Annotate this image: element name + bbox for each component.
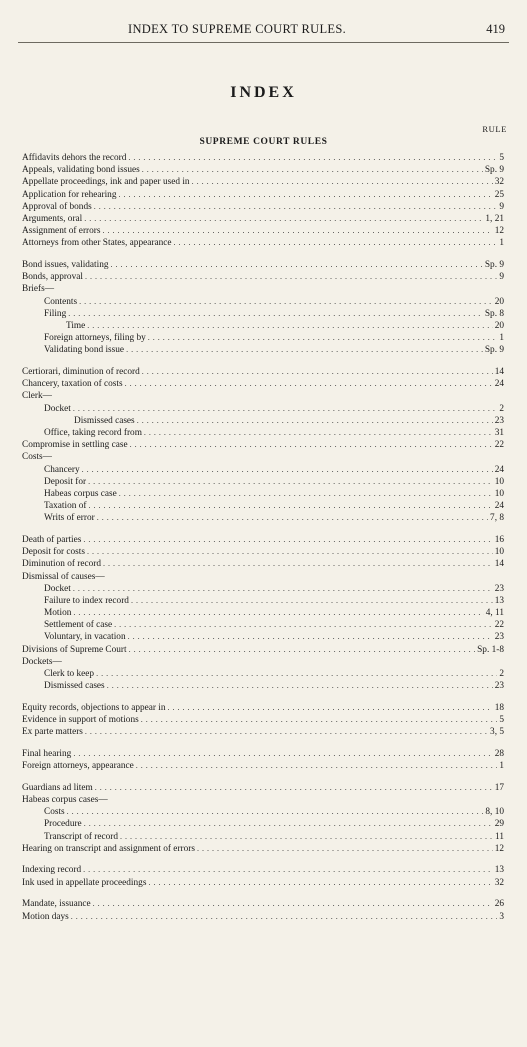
- dot-leader: [168, 702, 493, 714]
- dot-leader: [79, 296, 493, 308]
- index-entry: [22, 714, 504, 726]
- dot-leader: [88, 476, 493, 488]
- entry-term: Bonds, approval: [22, 272, 83, 283]
- dot-leader: [94, 201, 498, 213]
- index-entry: [22, 451, 504, 463]
- entry-term: Foreign attorneys, filing by: [44, 333, 146, 344]
- entry-rule-reference: 31: [494, 427, 504, 438]
- entry-rule-reference: 28: [494, 748, 504, 759]
- index-entries: [22, 152, 504, 923]
- entry-term: Motion: [44, 608, 72, 619]
- entry-rule-reference: 32: [494, 877, 504, 888]
- entry-rule-reference: 24: [494, 379, 504, 390]
- index-subentry: [22, 332, 504, 344]
- running-head: [0, 22, 527, 40]
- entry-term: Final hearing: [22, 748, 72, 759]
- index-entry: [22, 864, 504, 876]
- entry-term: Assignment of errors: [22, 226, 101, 237]
- index-entry: [22, 189, 504, 201]
- entry-rule-reference: 23: [494, 632, 504, 643]
- index-subentry: [22, 680, 504, 692]
- index-entry: [22, 378, 504, 390]
- index-subentry: [22, 607, 504, 619]
- entry-rule-reference: 14: [494, 559, 504, 570]
- entry-rule-reference: 3: [499, 911, 504, 922]
- entry-term: Diminution of record: [22, 559, 102, 570]
- dot-leader: [87, 546, 493, 558]
- entry-term: Writs of error: [44, 513, 95, 524]
- entry-rule-reference: Sp. 9: [484, 345, 504, 356]
- index-entry: [22, 176, 504, 188]
- entry-term: Compromise in settling case: [22, 440, 128, 451]
- index-entry: [22, 760, 504, 772]
- entry-rule-reference: 5: [499, 715, 504, 726]
- entry-term: Docket: [44, 403, 71, 414]
- entry-rule-reference: 4, 11: [485, 608, 504, 619]
- entry-term: Guardians ad litem: [22, 782, 93, 793]
- index-subentry: [22, 500, 504, 512]
- entry-term: Appellate proceedings, ink and paper used in: [22, 177, 190, 188]
- index-entry: [22, 283, 504, 295]
- index-subentry: [22, 403, 504, 415]
- index-entry: [22, 898, 504, 910]
- entry-term: Approval of bonds: [22, 201, 92, 212]
- entry-term: Voluntary, in vacation: [44, 632, 126, 643]
- entry-rule-reference: 17: [494, 782, 504, 793]
- entry-term: Briefs—: [22, 284, 55, 295]
- entry-term: Certiorari, diminution of record: [22, 367, 140, 377]
- index-entry: [22, 366, 504, 378]
- index-subentry: [22, 320, 504, 332]
- dot-leader: [83, 534, 492, 546]
- index-entry: [22, 748, 504, 760]
- entry-rule-reference: 8, 10: [485, 807, 504, 818]
- entry-rule-reference: 10: [494, 547, 504, 558]
- dot-leader: [82, 464, 493, 476]
- entry-term: Dismissed cases: [74, 415, 135, 426]
- entry-rule-reference: 32: [494, 177, 504, 188]
- entry-rule-reference: 2: [499, 403, 504, 414]
- entry-term: Ink used in appellate proceedings: [22, 877, 147, 888]
- index-entry: [22, 558, 504, 570]
- header-rule: [18, 42, 509, 43]
- index-entry: [22, 571, 504, 583]
- dot-leader: [148, 877, 492, 889]
- entry-term: Filing: [44, 308, 67, 319]
- index-subentry: [22, 595, 504, 607]
- entry-rule-reference: 18: [494, 702, 504, 713]
- dot-leader: [142, 366, 493, 378]
- dot-leader: [87, 320, 492, 332]
- entry-term: Time: [66, 320, 86, 331]
- dot-leader: [126, 344, 483, 356]
- index-subentry: [22, 296, 504, 308]
- entry-rule-reference: Sp. 8: [484, 308, 504, 319]
- entry-term: Dockets—: [22, 656, 62, 667]
- dot-leader: [67, 806, 484, 818]
- entry-rule-reference: Sp. 9: [484, 165, 504, 176]
- dot-leader: [130, 439, 493, 451]
- entry-rule-reference: 14: [494, 367, 504, 377]
- index-entry: [22, 271, 504, 283]
- entry-term: Equity records, objections to appear in: [22, 702, 166, 713]
- entry-term: Chancery, taxation of costs: [22, 379, 123, 390]
- index-entry: [22, 546, 504, 558]
- dot-leader: [88, 500, 492, 512]
- dot-leader: [120, 831, 493, 843]
- entry-term: Application for rehearing: [22, 189, 117, 200]
- entry-rule-reference: 16: [494, 534, 504, 545]
- index-entry: [22, 534, 504, 546]
- index-subentry: [22, 344, 504, 356]
- dot-leader: [84, 213, 483, 225]
- dot-leader: [114, 619, 493, 631]
- index-entry: [22, 439, 504, 451]
- index-subentry: [22, 806, 504, 818]
- entry-term: Indexing record: [22, 865, 82, 876]
- entry-rule-reference: 5: [499, 153, 504, 163]
- index-subentry: [22, 831, 504, 843]
- index-entry: [22, 644, 504, 656]
- index-entry: [22, 201, 504, 213]
- index-entry: [22, 259, 504, 271]
- rule-column-header: RULE: [482, 124, 507, 134]
- entry-rule-reference: 1: [499, 333, 504, 344]
- entry-rule-reference: 1: [499, 238, 504, 249]
- entry-rule-reference: 13: [494, 865, 504, 876]
- dot-leader: [85, 271, 497, 283]
- entry-term: Deposit for costs: [22, 547, 86, 558]
- entry-rule-reference: 3, 5: [490, 727, 504, 738]
- entry-rule-reference: 1, 21: [485, 213, 504, 224]
- entry-term: Affidavits dehors the record: [22, 153, 127, 163]
- dot-leader: [128, 152, 497, 164]
- running-title: INDEX TO SUPREME COURT RULES.: [128, 22, 347, 36]
- index-title: INDEX: [230, 84, 297, 101]
- index-entry: [22, 726, 504, 738]
- entry-rule-reference: 23: [494, 415, 504, 426]
- entry-term: Clerk to keep: [44, 669, 95, 679]
- entry-term: Costs: [44, 807, 65, 818]
- entry-rule-reference: 26: [494, 899, 504, 910]
- entry-rule-reference: 23: [494, 583, 504, 594]
- entry-term: Transcript of record: [44, 831, 119, 842]
- entry-term: Motion days: [22, 911, 69, 922]
- dot-leader: [142, 164, 483, 176]
- dot-leader: [137, 415, 493, 427]
- dot-leader: [125, 378, 493, 390]
- entry-term: Settlement of case: [44, 620, 113, 631]
- entry-term: Validating bond issue: [44, 345, 125, 356]
- entry-term: Clerk—: [22, 391, 52, 402]
- entry-term: Chancery: [44, 464, 80, 475]
- entry-rule-reference: 12: [494, 226, 504, 237]
- entry-rule-reference: 25: [494, 189, 504, 200]
- dot-leader: [173, 237, 497, 249]
- entry-rule-reference: 24: [494, 464, 504, 475]
- dot-leader: [118, 189, 492, 201]
- entry-term: Ex parte matters: [22, 727, 83, 738]
- dot-leader: [97, 512, 488, 524]
- dot-leader: [85, 726, 488, 738]
- index-entry: [22, 794, 504, 806]
- dot-leader: [111, 259, 483, 271]
- index-entry: [22, 877, 504, 889]
- dot-leader: [192, 176, 493, 188]
- dot-leader: [128, 631, 493, 643]
- dot-leader: [95, 782, 493, 794]
- index-entry: [22, 782, 504, 794]
- dot-leader: [144, 427, 493, 439]
- entry-term: Habeas corpus case: [44, 488, 117, 499]
- index-entry: [22, 237, 504, 249]
- entry-rule-reference: 23: [494, 681, 504, 692]
- dot-leader: [73, 748, 492, 760]
- entry-term: Arguments, oral: [22, 213, 83, 224]
- entry-term: Habeas corpus cases—: [22, 795, 108, 805]
- index-entry: [22, 152, 504, 164]
- entry-rule-reference: 1: [499, 761, 504, 772]
- index-subentry: [22, 619, 504, 631]
- dot-leader: [84, 818, 493, 830]
- entry-term: Failure to index record: [44, 595, 129, 606]
- entry-term: Foreign attorneys, appearance: [22, 761, 134, 772]
- index-subentry: [22, 512, 504, 524]
- entry-rule-reference: 20: [494, 320, 504, 331]
- entry-rule-reference: 13: [494, 595, 504, 606]
- entry-rule-reference: 9: [499, 201, 504, 212]
- index-entry: [22, 213, 504, 225]
- dot-leader: [73, 403, 497, 415]
- index-subentry: [22, 631, 504, 643]
- entry-term: Mandate, issuance: [22, 899, 91, 910]
- entry-term: Bond issues, validating: [22, 260, 109, 270]
- dot-leader: [83, 864, 493, 876]
- entry-term: Procedure: [44, 819, 82, 830]
- dot-leader: [197, 843, 493, 855]
- index-entry: [22, 911, 504, 923]
- dot-leader: [148, 332, 498, 344]
- dot-leader: [96, 668, 497, 680]
- entry-rule-reference: 10: [494, 488, 504, 499]
- entry-rule-reference: 29: [494, 819, 504, 830]
- entry-rule-reference: 11: [495, 831, 504, 842]
- dot-leader: [73, 607, 483, 619]
- entry-term: Office, taking record from: [44, 427, 142, 438]
- index-subentry: [22, 427, 504, 439]
- dot-leader: [107, 680, 493, 692]
- index-entry: [22, 702, 504, 714]
- dot-leader: [119, 488, 493, 500]
- entry-term: Dismissal of causes—: [22, 571, 105, 582]
- entry-rule-reference: 20: [494, 296, 504, 307]
- entry-term: Attorneys from other States, appearance: [22, 238, 172, 249]
- entry-term: Contents: [44, 296, 78, 307]
- entry-term: Evidence in support of motions: [22, 715, 139, 726]
- entry-term: Taxation of: [44, 501, 87, 512]
- entry-rule-reference: 24: [494, 501, 504, 512]
- entry-term: Docket: [44, 583, 71, 594]
- index-subentry: [22, 464, 504, 476]
- index-entry: [22, 656, 504, 668]
- entry-term: Deposit for: [44, 476, 87, 487]
- index-entry: [22, 390, 504, 402]
- index-entry: [22, 843, 504, 855]
- index-subentry: [22, 415, 504, 427]
- entry-rule-reference: 10: [494, 476, 504, 487]
- index-subentry: [22, 476, 504, 488]
- dot-leader: [131, 595, 493, 607]
- dot-leader: [103, 225, 493, 237]
- index-subentry: [22, 488, 504, 500]
- entry-term: Death of parties: [22, 534, 82, 545]
- entry-rule-reference: 2: [499, 669, 504, 679]
- dot-leader: [136, 760, 498, 772]
- page-number: 419: [486, 22, 505, 36]
- entry-rule-reference: Sp. 9: [484, 260, 504, 270]
- dot-leader: [93, 898, 493, 910]
- index-entry: [22, 225, 504, 237]
- index-subentry: [22, 308, 504, 320]
- entry-term: Hearing on transcript and assignment of errors: [22, 843, 195, 854]
- entry-term: Costs—: [22, 452, 52, 463]
- index-subentry: [22, 583, 504, 595]
- dot-leader: [68, 308, 483, 320]
- section-title: SUPREME COURT RULES: [199, 137, 328, 147]
- entry-term: Dismissed cases: [44, 681, 105, 692]
- entry-rule-reference: 12: [494, 843, 504, 854]
- entry-rule-reference: 22: [494, 440, 504, 451]
- dot-leader: [103, 558, 493, 570]
- entry-rule-reference: 9: [499, 272, 504, 283]
- dot-leader: [129, 644, 476, 656]
- dot-leader: [71, 911, 498, 923]
- entry-rule-reference: Sp. 1-8: [477, 644, 504, 655]
- dot-leader: [141, 714, 498, 726]
- index-subentry: [22, 818, 504, 830]
- entry-rule-reference: 7, 8: [490, 513, 504, 524]
- entry-rule-reference: 22: [494, 620, 504, 631]
- dot-leader: [73, 583, 493, 595]
- entry-term: Divisions of Supreme Court: [22, 644, 127, 655]
- entry-term: Appeals, validating bond issues: [22, 165, 140, 176]
- index-subentry: [22, 668, 504, 680]
- index-entry: [22, 164, 504, 176]
